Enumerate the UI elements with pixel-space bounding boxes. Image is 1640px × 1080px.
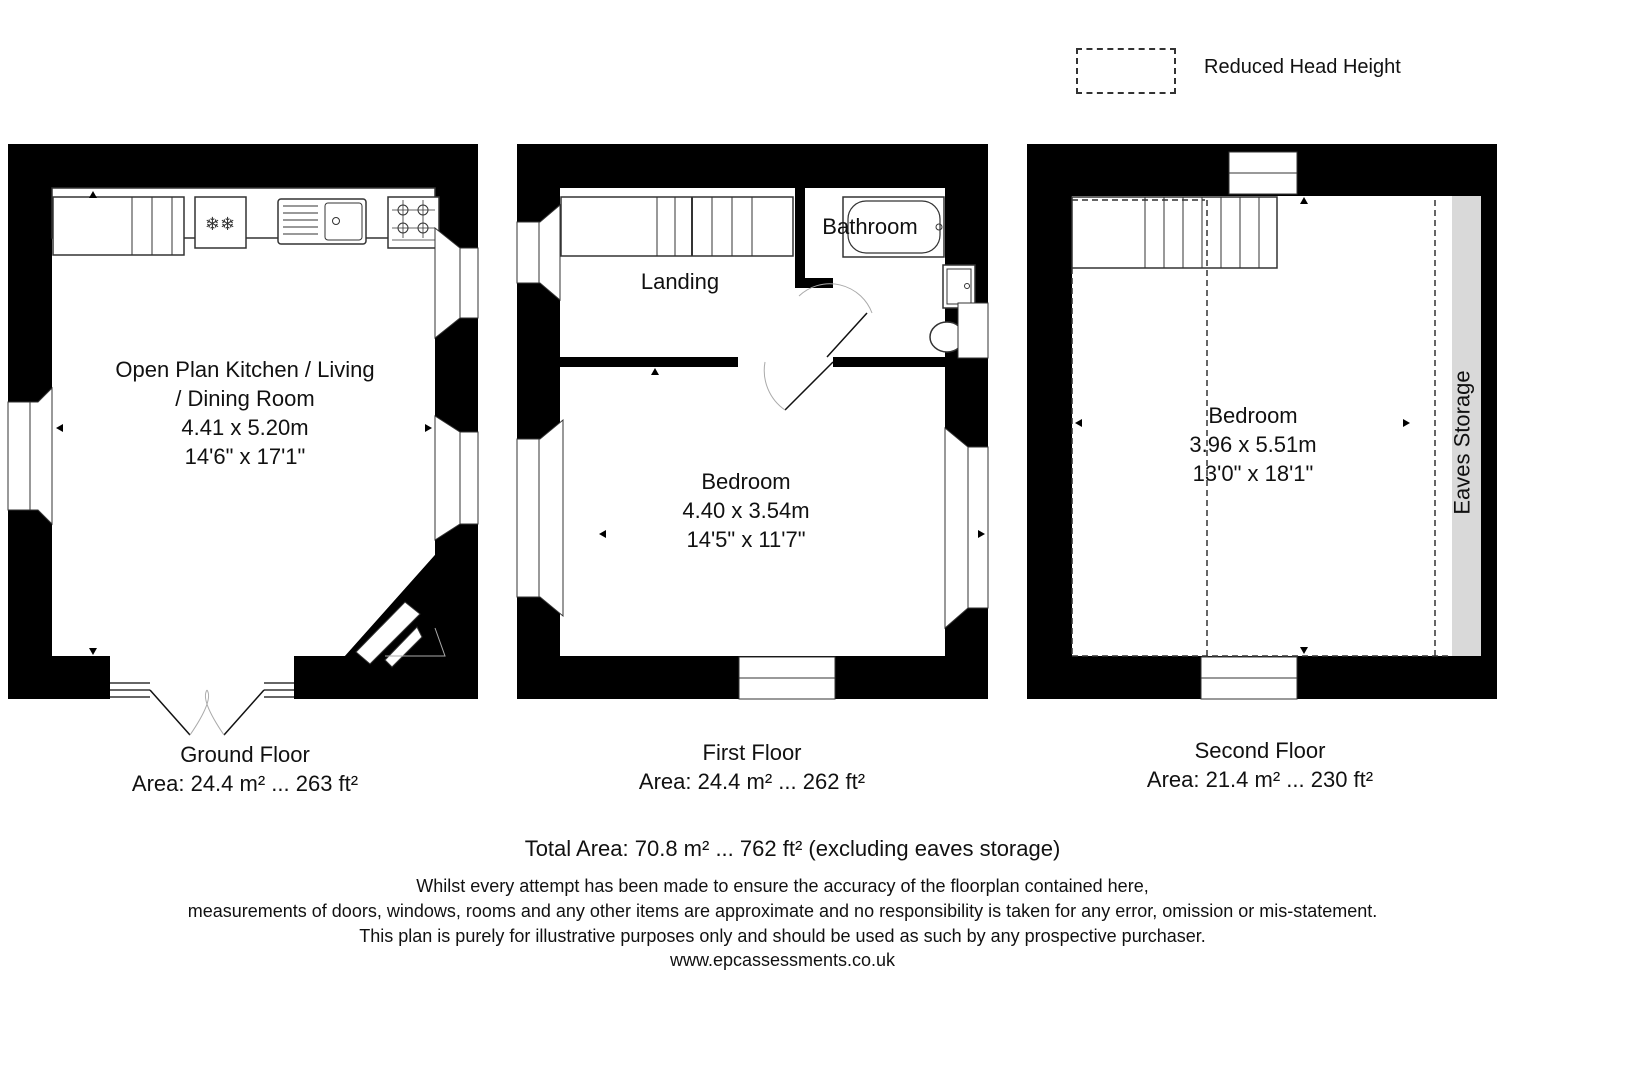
website-link[interactable]: www.epcassessments.co.uk bbox=[669, 950, 896, 970]
window-icon bbox=[945, 428, 988, 628]
room-name: Bedroom bbox=[1208, 403, 1298, 428]
window-icon bbox=[8, 388, 52, 524]
disclaimer-line-3: This plan is purely for illustrative purposes only and should be used as such by any prospective purchaser. bbox=[359, 926, 1206, 946]
room-dimensions-metric: 4.40 x 3.54m bbox=[682, 498, 810, 523]
window-icon bbox=[1201, 657, 1297, 699]
floor-name: Second Floor bbox=[1194, 738, 1326, 763]
disclaimer-line-2: measurements of doors, windows, rooms and any other items are approximate and no responsibility is taken for any error, omission or mis-statement. bbox=[187, 901, 1378, 921]
room-name: Bedroom bbox=[701, 469, 791, 494]
room-dimensions-imperial: 14'5" x 11'7" bbox=[686, 527, 806, 552]
floor-caption-first bbox=[602, 738, 902, 796]
window-icon bbox=[517, 420, 563, 616]
hob-icon bbox=[388, 197, 439, 248]
room-dimensions-metric: 4.41 x 5.20m bbox=[181, 415, 309, 440]
floor-caption-ground bbox=[95, 740, 395, 798]
room-dimensions-metric: 3.96 x 5.51m bbox=[1189, 432, 1317, 457]
staircase-icon bbox=[561, 197, 793, 256]
sink-icon bbox=[278, 199, 366, 244]
room-dimensions-imperial: 13'0" x 18'1" bbox=[1192, 461, 1314, 486]
staircase-icon bbox=[53, 191, 184, 255]
room-name-cont: / Dining Room bbox=[175, 386, 315, 411]
legend-label: Reduced Head Height bbox=[1204, 56, 1401, 78]
floor-name: First Floor bbox=[702, 740, 802, 765]
floor-area: Area: 21.4 m² ... 230 ft² bbox=[1146, 767, 1374, 792]
room-label-second-floor-bedroom bbox=[1153, 401, 1353, 488]
total-area: Total Area: 70.8 m² ... 762 ft² (excluding eaves storage) bbox=[524, 836, 1061, 861]
fridge-freezer-icon bbox=[195, 197, 246, 248]
room-label-eaves-storage: Eaves Storage bbox=[1449, 370, 1475, 515]
svg-text:❄❄: ❄❄ bbox=[204, 214, 236, 234]
skylight-icon bbox=[1229, 152, 1297, 194]
staircase-icon bbox=[1072, 197, 1277, 268]
room-label-landing: Landing bbox=[640, 269, 720, 294]
room-dimensions-imperial: 14'6" x 17'1" bbox=[184, 444, 306, 469]
floor-name: Ground Floor bbox=[180, 742, 310, 767]
basin-icon bbox=[943, 265, 975, 308]
room-name: Open Plan Kitchen / Living bbox=[115, 357, 375, 382]
floor-caption-second bbox=[1110, 736, 1410, 794]
floor-area: Area: 24.4 m² ... 263 ft² bbox=[131, 771, 359, 796]
room-label-kitchen-living-dining bbox=[80, 355, 410, 471]
floor-area: Area: 24.4 m² ... 262 ft² bbox=[638, 769, 866, 794]
disclaimer-line-1: Whilst every attempt has been made to ensure the accuracy of the floorplan contained here, bbox=[416, 876, 1149, 896]
room-label-bathroom: Bathroom bbox=[822, 214, 918, 239]
window-icon bbox=[739, 657, 835, 699]
room-label-first-floor-bedroom bbox=[646, 467, 846, 554]
